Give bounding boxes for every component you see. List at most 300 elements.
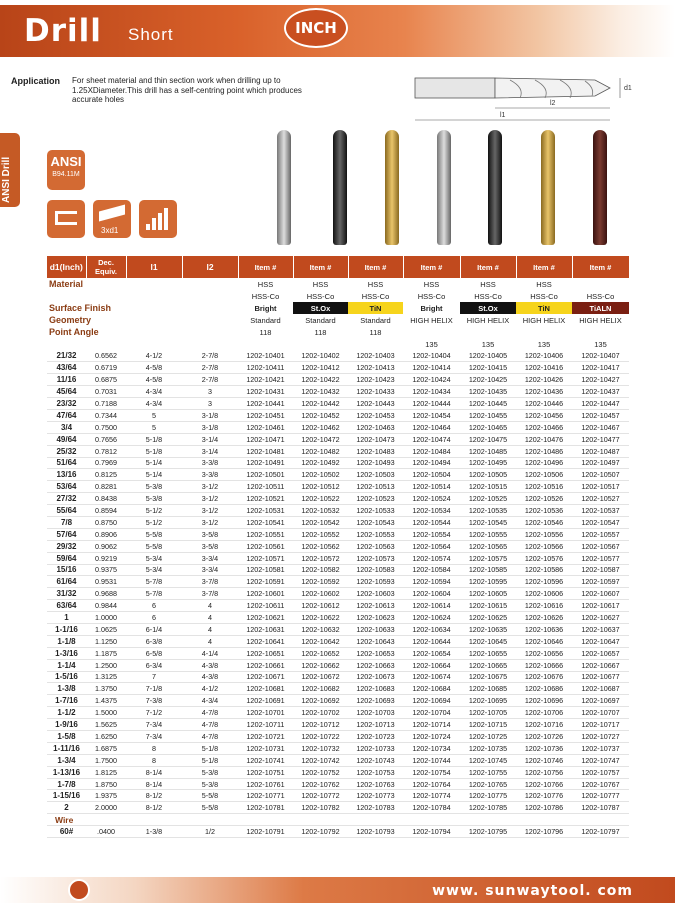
- material-cell: HSS: [536, 279, 552, 289]
- item-cell: 1202-10657: [572, 647, 629, 659]
- side-tab: [0, 133, 20, 207]
- item-cell: 1202-10797: [572, 826, 629, 838]
- item-cell: 1202-10596: [516, 576, 572, 588]
- item-cell: 1202-10527: [572, 493, 629, 505]
- point-angle-cell: 118: [259, 327, 272, 337]
- table-row: [47, 350, 629, 362]
- material-cell: HSS-Co: [306, 291, 335, 301]
- length-cell: 4-1/2: [126, 350, 182, 362]
- item-cell: 1202-10511: [238, 481, 293, 493]
- dec-cell: 1.5625: [86, 719, 126, 731]
- geometry-cell: HIGH HELIX: [410, 315, 453, 325]
- application-text: For sheet material and thin section work when drilling up to 1.25XDiameter.This drill has a self-centring point which produces accurate holes: [72, 76, 302, 104]
- ansi-title: ANSI: [50, 154, 82, 169]
- dec-cell: 0.8281: [86, 481, 126, 493]
- item-cell: 1202-10727: [572, 731, 629, 743]
- material-cell: HSS: [423, 279, 440, 289]
- length-cell: 4-3/4: [182, 695, 238, 707]
- item-cell: 1202-10583: [348, 564, 403, 576]
- item-cell: 1202-10694: [403, 695, 460, 707]
- drill-tin-image: [385, 130, 399, 245]
- table-row: [47, 778, 629, 790]
- item-cell: 1202-10696: [516, 695, 572, 707]
- item-cell: 1202-10477: [572, 433, 629, 445]
- item-cell: 1202-10495: [460, 457, 516, 469]
- length-cell: 5-1/8: [126, 433, 182, 445]
- length-cell: 8-1/4: [126, 766, 182, 778]
- length-cell: 6-3/4: [126, 659, 182, 671]
- length-cell: 5-7/8: [126, 588, 182, 600]
- length-cell: 5: [126, 421, 182, 433]
- length-cell: 5-7/8: [126, 576, 182, 588]
- dec-cell: 1.9375: [86, 790, 126, 802]
- size-cell: 1-1/2: [47, 707, 86, 719]
- item-cell: 1202-10482: [293, 445, 348, 457]
- item-cell: 1202-10577: [572, 552, 629, 564]
- length-cell: 4-5/8: [126, 362, 182, 374]
- l2-label: l2: [550, 100, 556, 107]
- item-cell: 1202-10466: [516, 421, 572, 433]
- size-cell: 1-11/16: [47, 742, 86, 754]
- item-cell: 1202-10491: [238, 457, 293, 469]
- item-cell: 1202-10614: [403, 600, 460, 612]
- item-cell: 1202-10742: [293, 754, 348, 766]
- item-cell: 1202-10765: [460, 778, 516, 790]
- item-cell: 1202-10661: [238, 659, 293, 671]
- material-label: Material: [49, 279, 84, 289]
- dec-cell: 0.8906: [86, 528, 126, 540]
- table-row: [47, 600, 629, 612]
- length-cell: 4: [182, 635, 238, 647]
- footer: [0, 877, 675, 903]
- table-row: [47, 659, 629, 671]
- item-cell: 1202-10751: [238, 766, 293, 778]
- item-cell: 1202-10513: [348, 481, 403, 493]
- item-cell: 1202-10566: [516, 540, 572, 552]
- item-cell: 1202-10641: [238, 635, 293, 647]
- item-cell: 1202-10593: [348, 576, 403, 588]
- item-cell: 1202-10514: [403, 481, 460, 493]
- item-cell: 1202-10612: [293, 600, 348, 612]
- item-cell: 1202-10525: [460, 493, 516, 505]
- item-cell: 1202-10653: [348, 647, 403, 659]
- length-cell: 6-1/4: [126, 623, 182, 635]
- item-cell: 1202-10712: [293, 719, 348, 731]
- size-cell: 13/16: [47, 469, 86, 481]
- dec-cell: 1.0000: [86, 612, 126, 624]
- item-cell: 1202-10541: [238, 516, 293, 528]
- logo-icon: [68, 879, 90, 901]
- item-cell: 1202-10793: [348, 826, 403, 838]
- ansi-badge: [47, 150, 85, 190]
- item-cell: 1202-10554: [403, 528, 460, 540]
- dec-cell: 1.6250: [86, 731, 126, 743]
- length-cell: 7: [126, 671, 182, 683]
- item-cell: 1202-10623: [348, 612, 403, 624]
- item-cell: 1202-10677: [572, 671, 629, 683]
- size-cell: 7/8: [47, 516, 86, 528]
- point-angle-label: Point Angle: [49, 327, 99, 337]
- dec-cell: 1.6875: [86, 742, 126, 754]
- item-cell: 1202-10402: [293, 350, 348, 362]
- length-cell: 5-5/8: [182, 802, 238, 814]
- item-cell: 1202-10433: [348, 386, 403, 398]
- length-cell: 3-3/4: [182, 552, 238, 564]
- item-cell: 1202-10721: [238, 731, 293, 743]
- item-cell: 1202-10404: [403, 350, 460, 362]
- length-cell: 3-1/4: [182, 445, 238, 457]
- item-cell: 1202-10521: [238, 493, 293, 505]
- geometry-cell: Standard: [250, 315, 281, 325]
- size-cell: 1-13/16: [47, 766, 86, 778]
- item-cell: 1202-10746: [516, 754, 572, 766]
- dec-cell: 0.7656: [86, 433, 126, 445]
- item-cell: 1202-10531: [238, 505, 293, 517]
- dec-cell: 0.7188: [86, 398, 126, 410]
- item-cell: 1202-10572: [293, 552, 348, 564]
- point-angle-cell: 118: [369, 327, 382, 337]
- item-cell: 1202-10664: [403, 659, 460, 671]
- item-cell: 1202-10484: [403, 445, 460, 457]
- length-cell: 8-1/2: [126, 790, 182, 802]
- item-cell: 1202-10516: [516, 481, 572, 493]
- table-row: [47, 576, 629, 588]
- dec-cell: 1.1875: [86, 647, 126, 659]
- item-cell: 1202-10486: [516, 445, 572, 457]
- item-cell: 1202-10602: [293, 588, 348, 600]
- item-cell: 1202-10713: [348, 719, 403, 731]
- item-cell: 1202-10675: [460, 671, 516, 683]
- item-cell: 1202-10471: [238, 433, 293, 445]
- item-cell: 1202-10673: [348, 671, 403, 683]
- dec-cell: 2.0000: [86, 802, 126, 814]
- item-cell: 1202-10523: [348, 493, 403, 505]
- dec-cell: 0.9531: [86, 576, 126, 588]
- item-cell: 1202-10421: [238, 374, 293, 386]
- item-cell: 1202-10631: [238, 623, 293, 635]
- item-cell: 1202-10497: [572, 457, 629, 469]
- item-cell: 1202-10507: [572, 469, 629, 481]
- length-cell: 5: [126, 409, 182, 421]
- dec-cell: 1.3750: [86, 683, 126, 695]
- wire-label: Wire: [47, 814, 629, 826]
- item-cell: 1202-10553: [348, 528, 403, 540]
- item-cell: 1202-10437: [572, 386, 629, 398]
- item-cell: 1202-10544: [403, 516, 460, 528]
- item-cell: 1202-10617: [572, 600, 629, 612]
- surface-stox: St.Ox: [460, 302, 516, 314]
- item-cell: 1202-10792: [293, 826, 348, 838]
- item-cell: 1202-10763: [348, 778, 403, 790]
- item-cell: 1202-10666: [516, 659, 572, 671]
- dec-cell: 1.5000: [86, 707, 126, 719]
- material-cell: HSS-Co: [530, 291, 558, 301]
- item-cell: 1202-10557: [572, 528, 629, 540]
- item-cell: 1202-10771: [238, 790, 293, 802]
- item-cell: 1202-10716: [516, 719, 572, 731]
- item-cell: 1202-10697: [572, 695, 629, 707]
- col-item: Item #: [572, 256, 629, 278]
- item-cell: 1202-10636: [516, 623, 572, 635]
- length-cell: 5-3/4: [126, 564, 182, 576]
- table-row: [47, 742, 629, 754]
- table-row: [47, 790, 629, 802]
- table-row: [47, 374, 629, 386]
- item-cell: 1202-10651: [238, 647, 293, 659]
- table-row: [47, 457, 629, 469]
- item-cell: 1202-10756: [516, 766, 572, 778]
- table-row: [47, 481, 629, 493]
- item-cell: 1202-10416: [516, 362, 572, 374]
- table-row: [47, 433, 629, 445]
- item-cell: 1202-10753: [348, 766, 403, 778]
- length-cell: 6-3/8: [126, 635, 182, 647]
- item-cell: 1202-10777: [572, 790, 629, 802]
- item-cell: 1202-10745: [460, 754, 516, 766]
- item-cell: 1202-10715: [460, 719, 516, 731]
- length-cell: 5-3/4: [126, 552, 182, 564]
- length-cell: 3-1/2: [182, 481, 238, 493]
- geometry-cell: HIGH HELIX: [522, 315, 566, 325]
- item-cell: 1202-10412: [293, 362, 348, 374]
- item-cell: 1202-10443: [348, 398, 403, 410]
- item-cell: 1202-10417: [572, 362, 629, 374]
- item-cell: 1202-10723: [348, 731, 403, 743]
- table-row: [47, 516, 629, 528]
- item-cell: 1202-10717: [572, 719, 629, 731]
- length-cell: 4-1/4: [182, 647, 238, 659]
- item-cell: 1202-10551: [238, 528, 293, 540]
- item-cell: 1202-10632: [293, 623, 348, 635]
- dec-cell: 0.9688: [86, 588, 126, 600]
- item-cell: 1202-10733: [348, 742, 403, 754]
- item-cell: 1202-10732: [293, 742, 348, 754]
- length-cell: 4-7/8: [182, 731, 238, 743]
- length-cell: 4-7/8: [182, 719, 238, 731]
- ansi-standard: B94.11M: [52, 171, 80, 178]
- item-cell: 1202-10536: [516, 505, 572, 517]
- size-cell: 49/64: [47, 433, 86, 445]
- item-cell: 1202-10493: [348, 457, 403, 469]
- item-cell: 1202-10621: [238, 612, 293, 624]
- shank-icon: [47, 200, 85, 238]
- item-cell: 1202-10707: [572, 707, 629, 719]
- drill-tin-hh-image: [541, 130, 555, 245]
- size-cell: 1-3/16: [47, 647, 86, 659]
- length-cell: 3-5/8: [182, 540, 238, 552]
- item-cell: 1202-10663: [348, 659, 403, 671]
- item-cell: 1202-10722: [293, 731, 348, 743]
- col-item: Item #: [348, 256, 403, 278]
- length-cell: 5-1/2: [126, 505, 182, 517]
- surface-stox: St.Ox: [293, 302, 348, 314]
- length-cell: 8-1/2: [126, 802, 182, 814]
- col-item: Item #: [516, 256, 572, 278]
- size-cell: 1-5/16: [47, 671, 86, 683]
- table-row: [47, 469, 629, 481]
- item-cell: 1202-10586: [516, 564, 572, 576]
- length-cell: 5-1/2: [126, 516, 182, 528]
- item-cell: 1202-10794: [403, 826, 460, 838]
- item-cell: 1202-10791: [238, 826, 293, 838]
- table-row: [47, 635, 629, 647]
- item-cell: 1202-10506: [516, 469, 572, 481]
- item-cell: 1202-10735: [460, 742, 516, 754]
- item-cell: 1202-10565: [460, 540, 516, 552]
- dec-cell: 1.7500: [86, 754, 126, 766]
- length-cell: 3-3/8: [182, 457, 238, 469]
- drill-bright-hh-image: [437, 130, 451, 245]
- length-cell: 3-1/2: [182, 493, 238, 505]
- length-cell: 4-3/4: [126, 386, 182, 398]
- table-row: [47, 707, 629, 719]
- item-cell: 1202-10595: [460, 576, 516, 588]
- length-cell: 6: [126, 600, 182, 612]
- item-cell: 1202-10741: [238, 754, 293, 766]
- dec-cell: 1.1250: [86, 635, 126, 647]
- item-cell: 1202-10483: [348, 445, 403, 457]
- item-cell: 1202-10561: [238, 540, 293, 552]
- item-cell: 1202-10773: [348, 790, 403, 802]
- item-cell: 1202-10562: [293, 540, 348, 552]
- item-cell: 1202-10752: [293, 766, 348, 778]
- item-cell: 1202-10431: [238, 386, 293, 398]
- item-cell: 1202-10764: [403, 778, 460, 790]
- length-cell: 4: [182, 600, 238, 612]
- item-cell: 1202-10502: [293, 469, 348, 481]
- item-cell: 1202-10601: [238, 588, 293, 600]
- length-cell: 3-3/8: [182, 469, 238, 481]
- size-cell: 61/64: [47, 576, 86, 588]
- item-cell: 1202-10662: [293, 659, 348, 671]
- length-cell: 4-3/8: [182, 659, 238, 671]
- item-cell: 1202-10645: [460, 635, 516, 647]
- page-subtitle: Short: [128, 25, 174, 44]
- drill-stox-image: [333, 130, 347, 245]
- item-cell: 1202-10434: [403, 386, 460, 398]
- length-cell: 7-1/8: [126, 683, 182, 695]
- item-cell: 1202-10406: [516, 350, 572, 362]
- item-cell: 1202-10414: [403, 362, 460, 374]
- length-cell: 4-7/8: [182, 707, 238, 719]
- point-angle-cell: [293, 338, 348, 350]
- table-row: [47, 552, 629, 564]
- item-cell: 1202-10634: [403, 623, 460, 635]
- item-cell: 1202-10405: [460, 350, 516, 362]
- item-cell: 1202-10574: [403, 552, 460, 564]
- item-cell: 1202-10734: [403, 742, 460, 754]
- surface-finish-label: Surface Finish: [49, 303, 112, 313]
- item-cell: 1202-10512: [293, 481, 348, 493]
- table-row: [47, 671, 629, 683]
- size-cell: 21/32: [47, 350, 86, 362]
- item-cell: 1202-10646: [516, 635, 572, 647]
- point-angle-cell: 118: [314, 327, 327, 337]
- length-cell: 5-3/8: [182, 766, 238, 778]
- table-row: [47, 647, 629, 659]
- item-cell: 1202-10584: [403, 564, 460, 576]
- header-banner: [0, 5, 675, 57]
- dec-cell: .0400: [86, 826, 126, 838]
- dec-cell: 0.9375: [86, 564, 126, 576]
- item-cell: 1202-10535: [460, 505, 516, 517]
- item-cell: 1202-10442: [293, 398, 348, 410]
- table-row: [47, 754, 629, 766]
- item-cell: 1202-10494: [403, 457, 460, 469]
- item-cell: 1202-10772: [293, 790, 348, 802]
- item-cell: 1202-10665: [460, 659, 516, 671]
- item-cell: 1202-10635: [460, 623, 516, 635]
- item-cell: 1202-10796: [516, 826, 572, 838]
- point-angle-cell: [348, 338, 403, 350]
- table-row: [47, 362, 629, 374]
- item-cell: 1202-10533: [348, 505, 403, 517]
- material-cell: HSS: [480, 279, 496, 289]
- depth-caption: 3xd1: [101, 226, 119, 235]
- table-row: [47, 445, 629, 457]
- size-cell: 60#: [47, 826, 86, 838]
- item-cell: 1202-10724: [403, 731, 460, 743]
- geometry-cell: Standard: [305, 315, 336, 325]
- length-cell: 1/2: [182, 826, 238, 838]
- item-cell: 1202-10781: [238, 802, 293, 814]
- length-cell: 8: [126, 754, 182, 766]
- item-cell: 1202-10626: [516, 612, 572, 624]
- item-cell: 1202-10702: [293, 707, 348, 719]
- table-row: [47, 731, 629, 743]
- size-cell: 31/32: [47, 588, 86, 600]
- table-row: [47, 588, 629, 600]
- item-cell: 1202-10534: [403, 505, 460, 517]
- item-cell: 1202-10786: [516, 802, 572, 814]
- dec-cell: 1.8750: [86, 778, 126, 790]
- dec-cell: 0.7500: [86, 421, 126, 433]
- item-cell: 1202-10444: [403, 398, 460, 410]
- table-header: [47, 256, 629, 278]
- item-cell: 1202-10685: [460, 683, 516, 695]
- size-cell: 57/64: [47, 528, 86, 540]
- dec-cell: 0.8594: [86, 505, 126, 517]
- item-cell: 1202-10767: [572, 778, 629, 790]
- item-cell: 1202-10546: [516, 516, 572, 528]
- point-angle-cell: 135: [537, 339, 551, 349]
- size-cell: 1-3/4: [47, 754, 86, 766]
- item-cell: 1202-10761: [238, 778, 293, 790]
- item-cell: 1202-10522: [293, 493, 348, 505]
- item-cell: 1202-10625: [460, 612, 516, 624]
- length-cell: 4-1/2: [182, 683, 238, 695]
- item-cell: 1202-10714: [403, 719, 460, 731]
- col-l2: l2: [182, 256, 238, 278]
- footer-url: www. sunwaytool. com: [432, 883, 633, 899]
- item-cell: 1202-10467: [572, 421, 629, 433]
- item-cell: 1202-10564: [403, 540, 460, 552]
- length-cell: 5-3/8: [126, 481, 182, 493]
- item-cell: 1202-10785: [460, 802, 516, 814]
- item-cell: 1202-10755: [460, 766, 516, 778]
- table-row: [47, 802, 629, 814]
- item-cell: 1202-10563: [348, 540, 403, 552]
- item-cell: 1202-10674: [403, 671, 460, 683]
- length-cell: 4: [182, 623, 238, 635]
- application-label: Application: [11, 76, 60, 86]
- item-cell: 1202-10762: [293, 778, 348, 790]
- d1-label: d1: [624, 85, 632, 92]
- length-cell: 8: [126, 742, 182, 754]
- dec-cell: 1.0625: [86, 623, 126, 635]
- col-item: Item #: [403, 256, 460, 278]
- shank-shape: [415, 78, 495, 98]
